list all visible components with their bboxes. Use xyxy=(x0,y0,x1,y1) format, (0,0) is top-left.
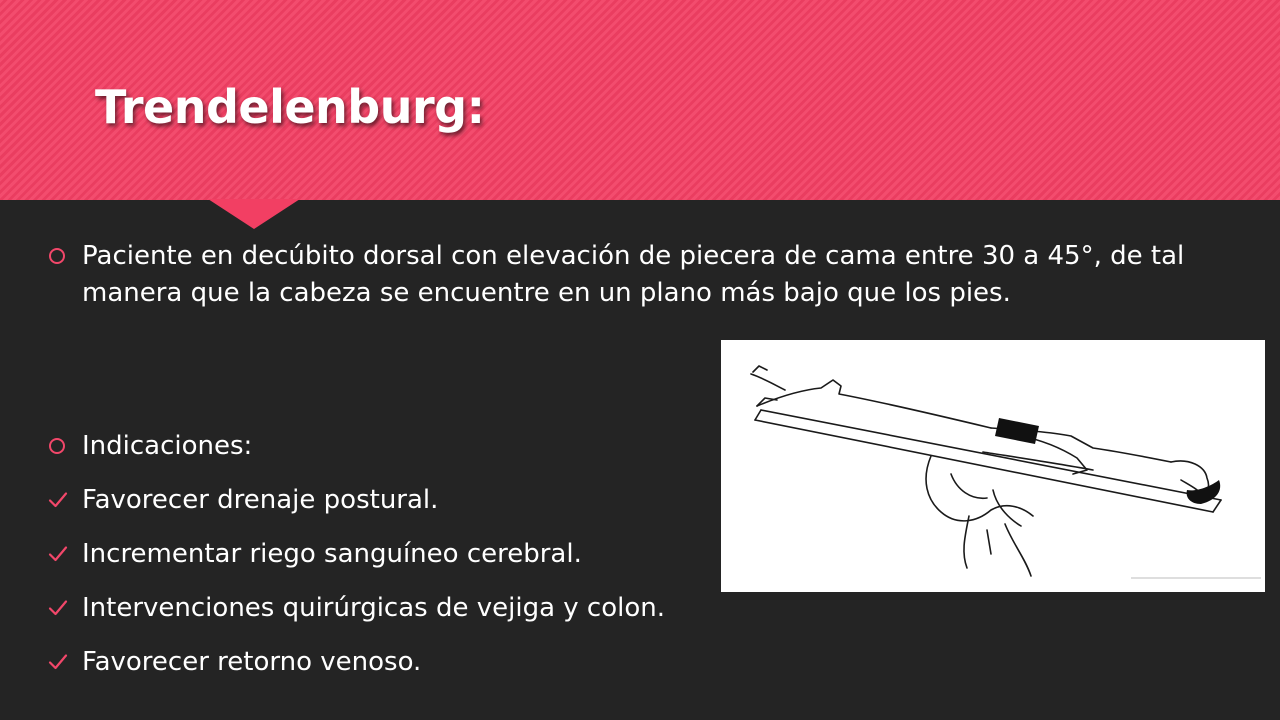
checkmark-icon xyxy=(48,653,68,671)
checkmark-icon xyxy=(48,599,68,617)
checkmark-icon xyxy=(48,491,68,509)
bullet-text: Paciente en decúbito dorsal con elevación de piecera de cama entre 30 a 45°, de tal manera que la cabeza se encuentre en un plano más bajo que los pies. xyxy=(82,241,1185,308)
table-board-top xyxy=(761,410,1221,500)
check-item-surgery xyxy=(48,590,665,627)
bullet-text: Favorecer drenaje postural. xyxy=(82,485,439,515)
patient-hair xyxy=(1187,480,1221,504)
checkmark-icon xyxy=(48,545,68,563)
trendelenburg-illustration xyxy=(721,340,1265,592)
bullet-item-indications xyxy=(48,428,252,465)
table-stand xyxy=(964,516,969,568)
bullet-text: Indicaciones: xyxy=(82,431,253,461)
slide-title: Trendelenburg: xyxy=(95,80,485,134)
bullet-item-definition xyxy=(48,238,1238,312)
banner-notch xyxy=(208,199,300,229)
patient-position-drawing xyxy=(721,340,1265,592)
bullet-list xyxy=(48,238,1238,677)
circle-outline-icon xyxy=(49,248,65,264)
check-item-cerebral-flow xyxy=(48,536,582,573)
circle-outline-icon xyxy=(49,438,65,454)
patient-garment xyxy=(995,418,1039,444)
patient-legs xyxy=(757,380,991,428)
bullet-text: Incrementar riego sanguíneo cerebral. xyxy=(82,539,582,569)
check-item-drainage xyxy=(48,482,438,519)
bullet-text: Favorecer retorno venoso. xyxy=(82,647,422,677)
check-item-venous-return xyxy=(48,644,421,681)
bullet-text: Intervenciones quirúrgicas de vejiga y colon. xyxy=(82,593,665,623)
